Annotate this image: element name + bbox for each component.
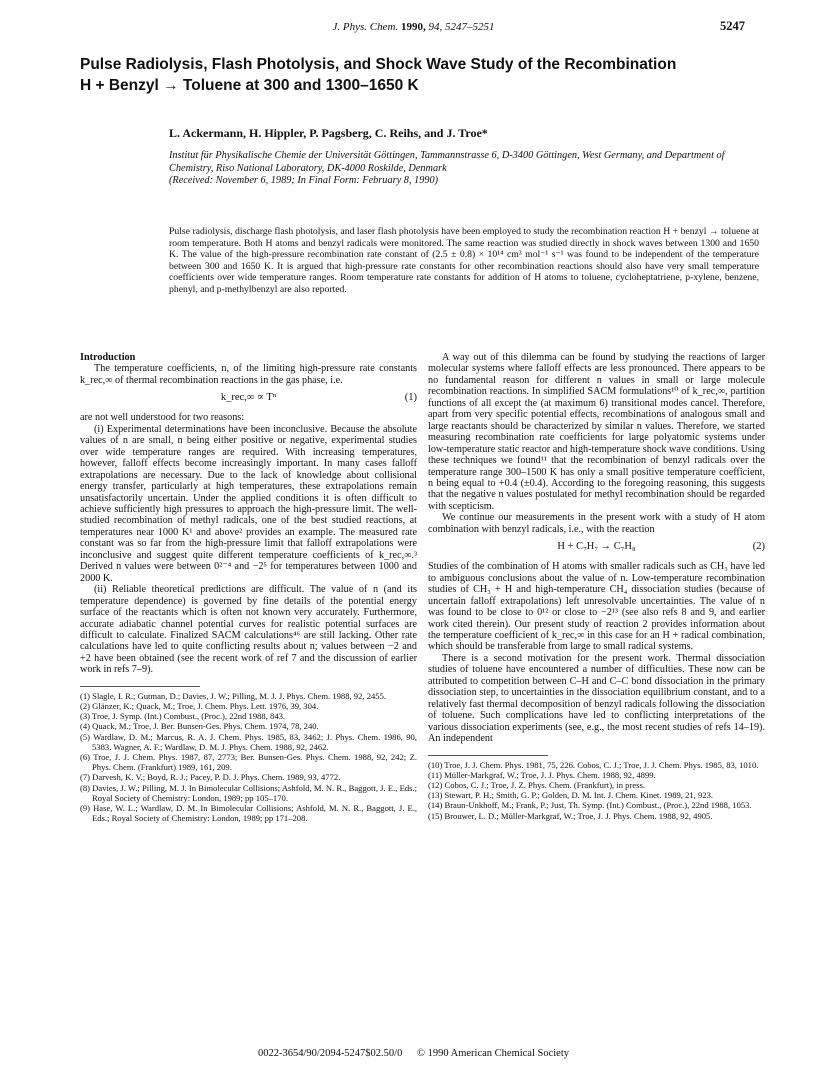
right-column — [428, 352, 765, 821]
reference-item: (7) Darvesh, K. V.; Boyd, R. J.; Pacey, P. D. J. Phys. Chem. 1989, 93, 4772. — [80, 772, 341, 783]
reference-list-left — [80, 691, 417, 824]
reference-item: (1) Slagle, I. R.; Gutman, D.; Davies, J. W.; Pilling, M. J. J. Phys. Chem. 1988, 92, 2455. — [80, 690, 387, 701]
reference-item: (2) Glänzer, K.; Quack, M.; Troe, J. Chem. Phys. Lett. 1976, 39, 304. — [80, 700, 319, 711]
journal-name: J. Phys. Chem. — [332, 21, 399, 33]
affiliation: Institut für Physikalische Chemie der Universität Göttingen, Tammannstrasse 6, D-3400 Göttingen, West Germany, and Department of Chemistry, Riso National Laboratory, DK-4000 Roskilde, Denmark — [169, 150, 725, 174]
title-line-1: Pulse Radiolysis, Flash Photolysis, and Shock Wave Study of the Recombination — [80, 56, 677, 73]
paragraph: Studies of the combination of H atoms with smaller radicals such as CH₃ have led to ambiguous conclusions about the value of n. Low-temperature recombination studies of CH₃ + H and high-temperature CH₄ dissociation studies (because of uncertain falloff extrapolations) left unresolvable uncertainties. The value of n was found to be close to 0¹² or close to −2¹³ (see also refs 8 and 9, and earlier work cited therein). Our present study of reaction 2 provides information about the temperature coefficient of k_rec,∞ in this case for an H + radical combination, which should be transferable from large to small radical systems. — [428, 561, 765, 653]
reference-item: (15) Brouwer, L. D.; Müller-Markgraf, W.; Troe, J. J. Phys. Chem. 1988, 92, 4905. — [428, 810, 713, 821]
equation-2 — [428, 539, 765, 557]
equation-number: (1) — [404, 392, 417, 404]
paragraph: A way out of this dilemma can be found by studying the reactions of larger molecular systems where falloff effects are less pronounced. There appears to be no fundamental reason for different n values in small or large molecule recombination reactions. In simplified SACM formulations¹⁰ of k_rec,∞, partition functions of all except the (at maximum 6) transitional modes cancel. Therefore, apart from very specific potential effects, recombinations of analogous small and large reactants should be characterized by similar n values. Therefore, we started measuring recombination rate coefficients for large polyatomic systems under low-temperature static reactor and high-temperature shock wave conditions. Using these techniques we found¹¹ that the recombination of benzyl radicals over the temperature range 300–1500 K has only a small positive temperature coefficient, n being equal to +0.4 (±0.4). According to the foregoing reasoning, this suggests that the negative n values postulated for methyl recombination should be regarded with scepticism. — [428, 352, 765, 512]
paragraph: There is a second motivation for the present work. Thermal dissociation studies of toluene have encountered a number of difficulties. These now can be attributed to competition between C–H and C–C bond dissociation in the primary dissociation step, to uncertainties in the dissociation equilibrium constant, and to a relatively fast thermal decomposition of benzyl radicals following the dissociation of toluene. Such complications have led to conflicting interpretations of the various dissociation experiments (see, e.g., the most recent studies of refs 14–19). An independent — [428, 652, 765, 745]
page-footer — [0, 1048, 827, 1059]
reference-item: (11) Müller-Markgraf, W.; Troe, J. J. Phys. Chem. 1988, 92, 4899. — [428, 769, 656, 780]
paragraph: (i) Experimental determinations have been inconclusive. Because the absolute values of n are small, n being either positive or negative, experimental studies over wide temperature ranges are required. With increasing temperatures, however, falloff effects become increasingly important. In many cases falloff extrapolations are necessary. Due to the lack of knowledge about collisional energy transfer, particularly at high temperatures, these extrapolations remain unsatisfactorily uncertain. Under the applied conditions it is often difficult to achieve sufficiently high pressures to approach the high-pressure limit. The well-studied recombination of methyl radicals, one of the best studied reactions, at temperatures near 1000 K¹ and above² provides an example. The measured rate constant was so far from the high-pressure limit that falloff extrapolations were inconclusive and suggest quite different temperature coefficients of k_rec,∞.³ Derived n values were between 0²⁻⁴ and −2⁵ for temperatures between 1000 and 2000 K. — [80, 423, 417, 584]
abstract: Pulse radiolysis, discharge flash photolysis, and laser flash photolysis have been employed to study the recombination reaction H + benzyl → toluene at room temperature. Both H atoms and benzyl radicals were monitored. The same reaction was studied directly in shock waves between 1300 and 1650 K. The value of the high-pressure recombination rate constant of (2.5 ± 0.8) × 10¹⁴ cm³ mol⁻¹ s⁻¹ was found to be independent of the temperature between 300 and 1650 K. It is argued that high-pressure rate constants for other recombination reactions should also have very small temperature coefficients over wide temperature ranges. Room temperature rate constants for addition of H atoms to toluene, cycloheptatriene, p-xylene, benzene, phenyl, and p-methylbenzyl are also reported. — [169, 226, 759, 295]
journal-pages: 5247–5251 — [444, 21, 495, 33]
reference-item: (8) Davies, J. W.; Pilling, M. J. In Bimolecular Collisions; Ashfold, M. N. R., Baggott, J. E., Eds.; Royal Society of Chemistry: London, 1989; pp 105–170. — [80, 782, 417, 803]
reference-item: (6) Troe, J. J. Chem. Phys. 1987, 87, 2773; Ber. Bunsen-Ges. Phys. Chem. 1988, 92, 242; Z. Phys. Chem. (Frankfurt) 1989, 161, 209. — [80, 752, 417, 773]
equation-number: (2) — [752, 541, 765, 553]
footnote-divider — [428, 755, 548, 756]
reference-item: (14) Braun-Unkhoff, M.; Frank, P.; Just, Th. Symp. (Int.) Combust., (Proc.), 22nd 1988, 1053. — [428, 800, 752, 811]
issn-code: 0022-3654/90/2094-5247$02.50/0 — [257, 1048, 403, 1059]
journal-year: 1990, — [400, 21, 426, 33]
page-number: 5247 — [720, 19, 745, 33]
title-line-2: H + Benzyl → Toluene at 300 and 1300–1650 K — [80, 77, 419, 94]
reference-item: (12) Cobos, C. J.; Troe, J. Z. Phys. Chem. (Frankfurt), in press. — [428, 779, 645, 790]
paragraph: We continue our measurements in the present work with a study of H atom combination with benzyl radicals, i.e., with the reaction — [428, 512, 765, 535]
paragraph: The temperature coefficients, n, of the limiting high-pressure rate constants k_rec,∞ of thermal recombination reactions in the gas phase, i.e. — [80, 363, 417, 386]
received-dates: (Received: November 6, 1989; In Final Form: February 8, 1990) — [169, 175, 439, 186]
section-heading-introduction: Introduction — [80, 352, 136, 363]
reference-item: (10) Troe, J. J. Chem. Phys. 1981, 75, 226. Cobos, C. J.; Troe, J. J. Chem. Phys. 1985, 83, 1010. — [428, 759, 759, 770]
running-header — [0, 21, 827, 33]
reference-list-right — [428, 760, 765, 821]
paragraph: (ii) Reliable theoretical predictions are difficult. The value of n (and its temperature dependence) is governed by fine details of the potential energy surface of the reactants which is often not known very accurately. Furthermore, accurate adiabatic channel potential curves for realistic potential surfaces are difficult to calculate. Finalized SACM calculations⁴⁶ are still lacking. Other rate calculations have led to quite conflicting results about n; values between −2 and +2 have been obtained (see the recent work of ref 7 and the discussion of earlier work in refs 7–9). — [80, 584, 417, 676]
left-column — [80, 352, 417, 823]
affiliation-block — [169, 150, 769, 188]
author-list: L. Ackermann, H. Hippler, P. Pagsberg, C. Reihs, and J. Troe* — [169, 126, 488, 140]
equation-1 — [80, 390, 417, 408]
reference-item: (4) Quack, M.; Troe, J. Ber. Bunsen-Ges. Phys. Chem. 1974, 78, 240. — [80, 721, 319, 732]
copyright: © 1990 American Chemical Society — [416, 1048, 570, 1059]
reference-item: (3) Troe, J. Symp. (Int.) Combust., (Proc.), 22nd 1988, 843. — [80, 711, 286, 722]
article-title — [80, 54, 760, 96]
journal-volume: 94, — [428, 21, 443, 33]
reference-item: (13) Stewart, P. H.; Smith, G. P.; Golden, D. M. Int. J. Chem. Kinet. 1989, 21, 923. — [428, 790, 714, 801]
reference-item: (5) Wardlaw, D. M.; Marcus, R. A. J. Chem. Phys. 1985, 83, 3462; J. Phys. Chem. 1986, 90, 5383. Wagner, A. F.; Wardlaw, D. M. J. Phys. Chem. 1988, 92, 2462. — [80, 731, 417, 752]
reference-item: (9) Hase, W. L.; Wardlaw, D. M. In Bimolecular Collisions; Ashfold, M. N. R., Baggott, J. E., Eds.; Royal Society of Chemistry: London, 1989; pp 171–208. — [80, 803, 417, 824]
footnote-divider — [80, 686, 200, 687]
equation-expression: H + C₇H₇ → C₇H₈ — [557, 541, 636, 553]
paragraph: are not well understood for two reasons: — [80, 412, 245, 424]
equation-expression: k_rec,∞ ∝ Tⁿ — [220, 392, 277, 404]
